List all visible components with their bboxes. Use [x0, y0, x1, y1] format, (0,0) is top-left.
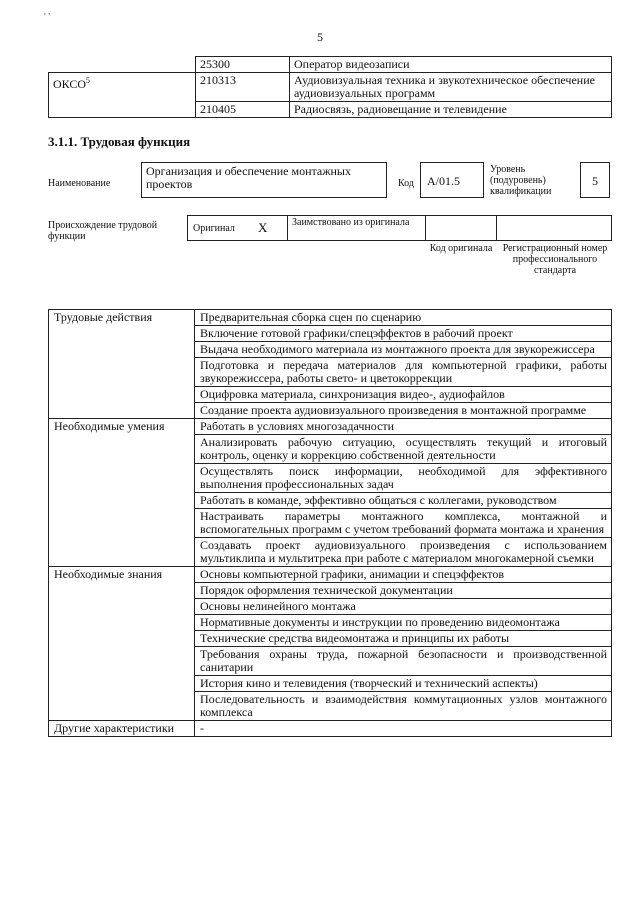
requirement-item: История кино и телевидения (творческий и технический аспекты): [195, 676, 612, 692]
okso-label: ОКСО$^5$: [49, 73, 196, 118]
level-label: Уровень (подуровень) квалификации: [490, 164, 552, 197]
section-heading: Необходимые знания: [49, 567, 195, 721]
table-row: [49, 567, 612, 583]
requirement-item: Работать в условиях многозадачности: [195, 419, 612, 435]
section-heading: Трудовые действия: [49, 310, 195, 419]
table-row: [49, 419, 612, 435]
okso-row: [49, 73, 612, 102]
okso-name: Аудиовизуальная техника и звукотехническое обеспечение аудиовизуальных программ: [290, 73, 612, 102]
origin-label: Происхождение трудовой функции: [48, 220, 158, 242]
code-label: Код: [398, 178, 414, 189]
section-heading: Необходимые умения: [49, 419, 195, 567]
okso-row: [49, 57, 612, 73]
requirement-item: Оцифровка материала, синхронизация видео-, аудиофайлов: [195, 387, 612, 403]
requirement-item: Подготовка и передача материалов для компьютерной графики, работы звукорежиссера, работы свето- и цветокоррекции: [195, 358, 612, 387]
okso-code: 25300: [196, 57, 290, 73]
requirement-item: Работать в команде, эффективно общаться с коллегами, руководством: [195, 493, 612, 509]
okso-table: [48, 56, 612, 118]
requirement-item: Выдача необходимого материала из монтажного проекта для звукорежиссера: [195, 342, 612, 358]
okso-name: Оператор видеозаписи: [290, 57, 612, 73]
original-mark: X: [258, 220, 268, 235]
requirement-item: Предварительная сборка сцен по сценарию: [195, 310, 612, 326]
table-row: [49, 310, 612, 326]
labor-function-table: [48, 309, 612, 737]
requirement-item: Создание проекта аудиовизуального произведения в монтажной программе: [195, 403, 612, 419]
requirement-item: Требования охраны труда, пожарной безопасности и производственной санитарии: [195, 647, 612, 676]
borrowed-label: Заимствовано из оригинала: [292, 217, 410, 228]
requirement-item: -: [195, 721, 612, 737]
name-label: Наименование: [48, 178, 111, 189]
requirement-item: Последовательность и взаимодействия коммутационных узлов монтажного комплекса: [195, 692, 612, 721]
code-value: A/01.5: [420, 162, 484, 198]
requirement-item: Включение готовой графики/спецэффектов в рабочий проект: [195, 326, 612, 342]
okso-code: 210313: [196, 73, 290, 102]
reg-number-label: Регистрационный номер профессионального стандарта: [502, 243, 608, 276]
section-title: 3.1.1. Трудовая функция: [48, 134, 191, 149]
name-value: Организация и обеспечение монтажных проектов: [141, 162, 387, 198]
okso-name: Радиосвязь, радиовещание и телевидение: [290, 102, 612, 118]
level-value: 5: [580, 162, 610, 198]
requirement-item: Нормативные документы и инструкции по проведению видеомонтажа: [195, 615, 612, 631]
requirement-item: Создавать проект аудиовизуального произведения с использованием мультиклипа и мультитрека при работе с материалом многокамерной съемки: [195, 538, 612, 567]
okso-code: 210405: [196, 102, 290, 118]
requirement-item: Осуществлять поиск информации, необходимой для эффективного выполнения профессиональных задач: [195, 464, 612, 493]
corner-mark: ' ': [44, 12, 51, 23]
code-original-label: Код оригинала: [429, 243, 493, 254]
requirement-item: Технические средства видеомонтажа и принципы их работы: [195, 631, 612, 647]
page-number: 5: [317, 30, 323, 44]
requirement-item: Основы нелинейного монтажа: [195, 599, 612, 615]
requirement-item: Настраивать параметры монтажного комплекса, монтажной и вспомогательных программ с учетом требований формата монтажа и хранения: [195, 509, 612, 538]
requirement-item: Основы компьютерной графики, анимации и спецэффектов: [195, 567, 612, 583]
requirement-item: Порядок оформления технической документации: [195, 583, 612, 599]
original-label: Оригинал: [193, 223, 235, 234]
requirement-item: Анализировать рабочую ситуацию, осуществлять текущий и итоговый контроль, оценку и коррекцию собственной деятельности: [195, 435, 612, 464]
section-heading: Другие характеристики: [49, 721, 195, 737]
table-row: [49, 721, 612, 737]
